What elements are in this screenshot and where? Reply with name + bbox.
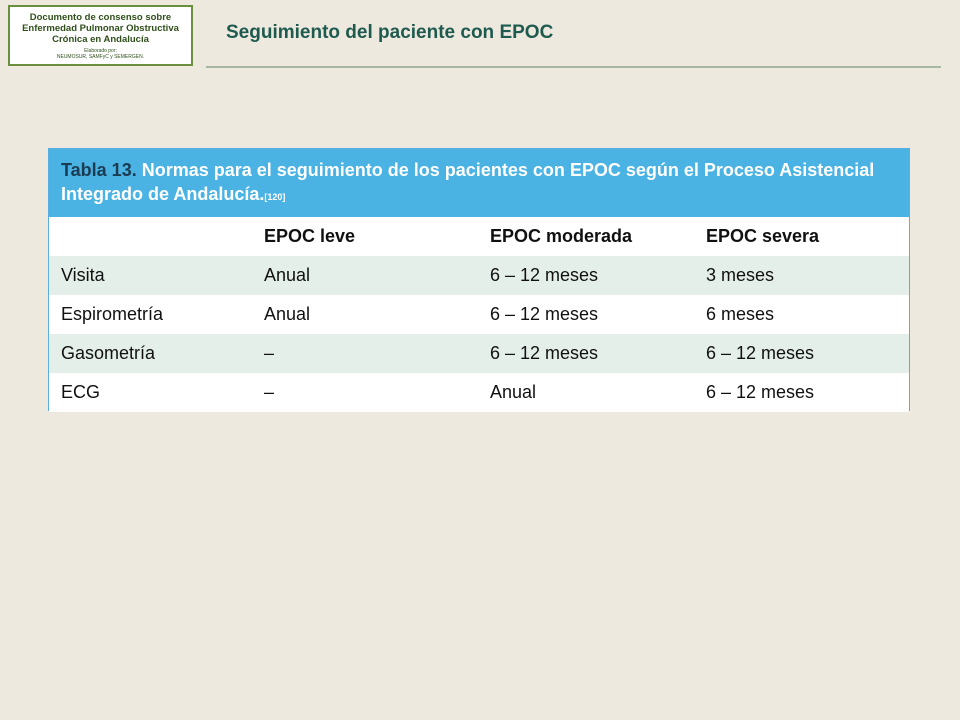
column-header-moderada: EPOC moderada (478, 217, 694, 256)
table-cell: 6 – 12 meses (478, 256, 694, 295)
table-row (49, 295, 909, 334)
column-header-leve: EPOC leve (252, 217, 478, 256)
table-row (49, 334, 909, 373)
table-caption-reference: [120] (264, 192, 286, 202)
table-cell: – (252, 334, 478, 373)
logo (8, 5, 193, 66)
logo-credit-names: NEUMOSUR, SAMFyC y SEMERGEN. (56, 54, 145, 60)
table-caption-label: Tabla 13. (61, 160, 137, 180)
header-divider (206, 66, 941, 68)
table-row (49, 256, 909, 295)
table-grid (49, 217, 909, 412)
table-cell: 6 – 12 meses (478, 295, 694, 334)
column-header-empty (49, 217, 252, 256)
row-label: Espirometría (49, 295, 252, 334)
column-header-severa: EPOC severa (694, 217, 909, 256)
table-cell: Anual (478, 373, 694, 412)
table-header-row (49, 217, 909, 256)
table-cell: 6 – 12 meses (694, 334, 909, 373)
table-cell: 6 – 12 meses (694, 373, 909, 412)
logo-credit-label: Elaborado por: (84, 48, 117, 54)
table-row (49, 373, 909, 412)
row-label: Gasometría (49, 334, 252, 373)
table-cell: Anual (252, 295, 478, 334)
table-caption-text: Normas para el seguimiento de los pacientes con EPOC según el Proceso Asistencial Integrado de Andalucía. (61, 160, 875, 204)
logo-line-2: Enfermedad Pulmonar Obstructiva (22, 23, 179, 34)
table-caption (49, 149, 909, 217)
logo-line-1: Documento de consenso sobre (29, 12, 172, 23)
follow-up-table (48, 148, 910, 411)
row-label: ECG (49, 373, 252, 412)
table-cell: 3 meses (694, 256, 909, 295)
table-cell: – (252, 373, 478, 412)
table-cell: 6 meses (694, 295, 909, 334)
row-label: Visita (49, 256, 252, 295)
table-cell: 6 – 12 meses (478, 334, 694, 373)
logo-line-3: Crónica en Andalucía (52, 34, 149, 45)
table-cell: Anual (252, 256, 478, 295)
page-title: Seguimiento del paciente con EPOC (226, 22, 554, 43)
